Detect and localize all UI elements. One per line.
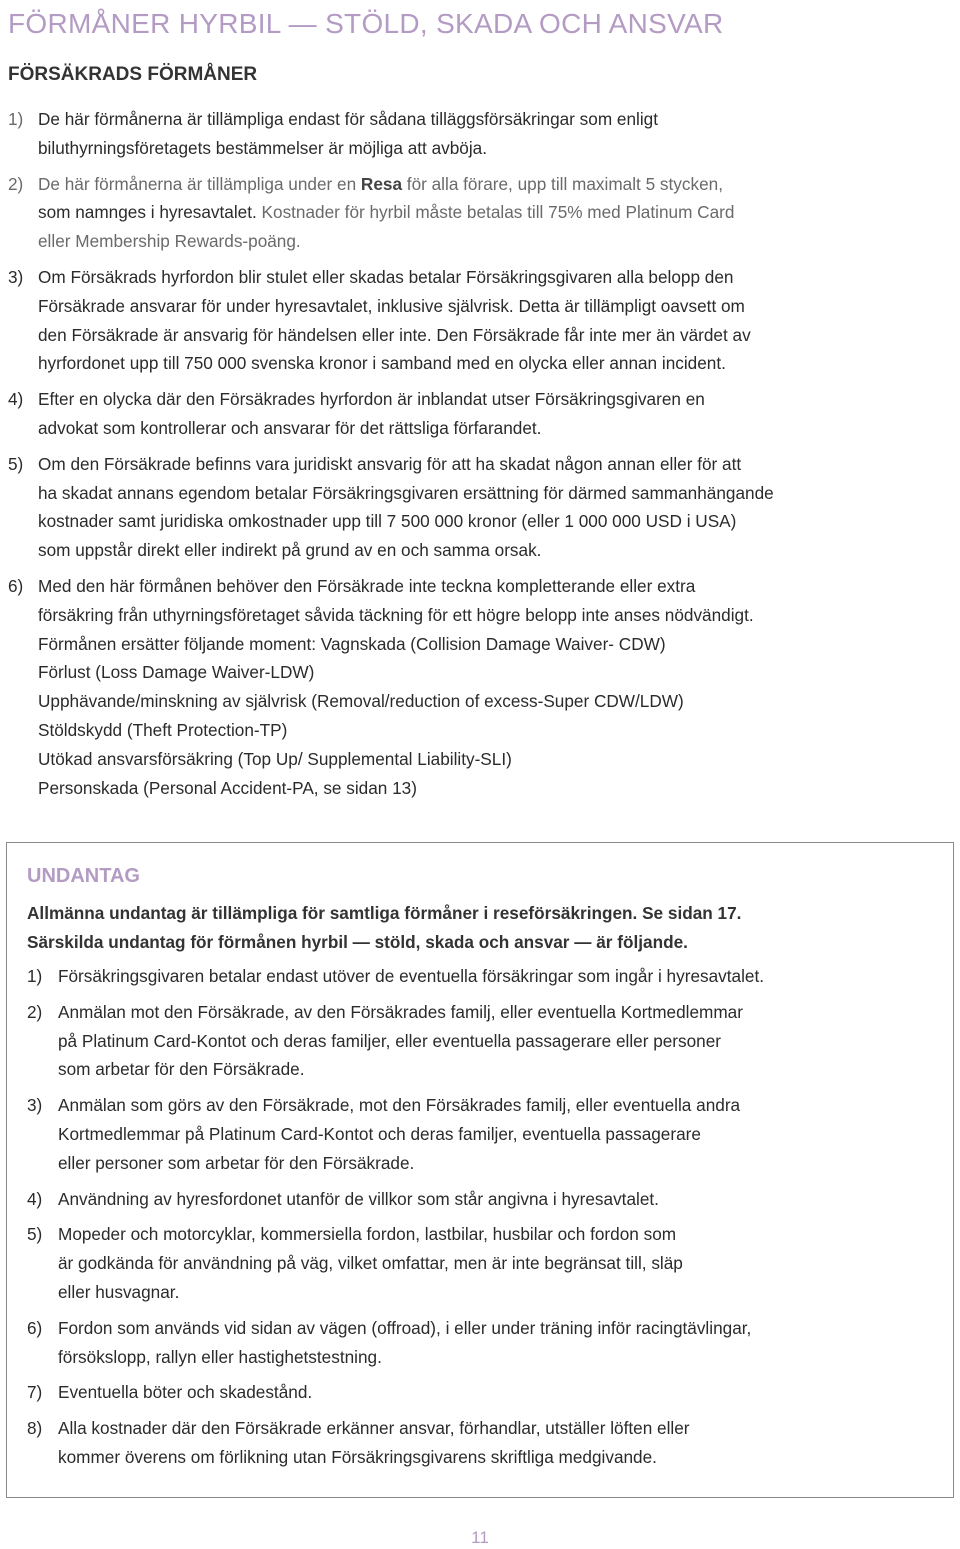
item-line: Personskada (Personal Accident-PA, se sidan 13) <box>38 777 417 798</box>
item-number: 5) <box>8 453 24 474</box>
list-item <box>8 572 948 802</box>
item-number: 1) <box>8 109 24 129</box>
list-item <box>27 1220 947 1306</box>
item-line: är godkända för användning på väg, vilket omfattar, men är inte begränsat till, släp <box>58 1253 683 1274</box>
item-line: kommer överens om förlikning utan Försäkringsgivarens skriftliga medgivande. <box>58 1446 657 1467</box>
item-line: Anmälan mot den Försäkrade, av den Försäkrades familj, eller eventuella Kortmedlemmar <box>58 1001 743 1022</box>
item-line: den Försäkrade är ansvarig för händelsen eller inte. Den Försäkrade får inte mer än värdet av <box>38 324 751 345</box>
item-number: 5) <box>27 1224 43 1245</box>
item-line: Försäkrade ansvarar för under hyresavtalet, inklusive självrisk. Detta är tillämpligt oavsett om <box>38 295 745 316</box>
item-number: 1) <box>27 966 43 986</box>
item-line: Mopeder och motorcyklar, kommersiella fordon, lastbilar, husbilar och fordon som <box>58 1224 677 1245</box>
item-number: 4) <box>8 389 24 410</box>
term-resa: Resa <box>360 173 403 194</box>
item-line: De här förmånerna är tillämpliga under en Resa för alla förare, upp till maximalt 5 stycken, <box>38 173 723 194</box>
item-line: ha skadat annans egendom betalar Försäkringsgivaren ersättning för därmed sammanhängande <box>38 482 774 503</box>
item-line: De här förmånerna är tillämpliga endast för sådana tilläggsförsäkringar som enligt <box>38 109 659 129</box>
item-line: Om Försäkrads hyrfordon blir stulet eller skadas betalar Försäkringsgivaren alla belopp den <box>38 266 734 287</box>
item-line: på Platinum Card-Kontot och deras familjer, eller eventuella passagerare eller personer <box>58 1030 722 1051</box>
item-number: 2) <box>27 1001 43 1022</box>
page-number: 11 <box>471 1528 489 1547</box>
item-number: 8) <box>27 1418 43 1439</box>
item-line: försökslopp, rallyn eller hastighetstestning. <box>58 1346 382 1367</box>
item-number: 6) <box>27 1317 43 1338</box>
item-line: som uppstår direkt eller indirekt på grund av en och samma orsak. <box>38 540 542 561</box>
intro-line: Särskilda undantag för förmånen hyrbil — stöld, skada och ansvar — är följande. <box>27 931 688 952</box>
exclusions-intro <box>27 899 741 957</box>
item-line: eller Membership Rewards-poäng. <box>38 231 301 252</box>
list-item <box>27 1185 947 1214</box>
item-line: biluthyrningsföretagets bestämmelser är möjliga att avböja. <box>38 137 488 158</box>
list-item <box>27 998 947 1084</box>
list-item <box>27 962 947 991</box>
list-item <box>8 263 948 378</box>
item-line: Försäkringsgivaren betalar endast utöver de eventuella försäkringar som ingår i hyresavtalet. <box>58 966 765 986</box>
item-line: kostnader samt juridiska omkostnader upp till 7 500 000 kronor (eller 1 000 000 USD i USA) <box>38 511 737 532</box>
item-number: 3) <box>8 266 24 287</box>
item-line: Förmånen ersätter följande moment: Vagnskada (Collision Damage Waiver- CDW) <box>38 633 666 654</box>
benefits-list <box>8 105 948 809</box>
page-title: FÖRMÅNER HYRBIL — STÖLD, SKADA OCH ANSVAR <box>8 8 724 39</box>
item-number: 4) <box>27 1188 43 1209</box>
item-line: Alla kostnader där den Försäkrade erkänner ansvar, förhandlar, utställer löften eller <box>58 1418 690 1439</box>
item-line: Stöldskydd (Theft Protection-TP) <box>38 719 288 740</box>
item-line: Upphävande/minskning av självrisk (Removal/reduction of excess-Super CDW/LDW) <box>38 691 684 712</box>
intro-line: Allmänna undantag är tillämpliga för samtliga förmåner i reseförsäkringen. Se sidan 17. <box>27 903 742 923</box>
item-line: försäkring från uthyrningsföretaget såvida täckning för ett högre belopp inte anses nödvändigt. <box>38 604 754 625</box>
list-item <box>8 105 948 163</box>
item-line: Utökad ansvarsförsäkring (Top Up/ Supplemental Liability-SLI) <box>38 748 512 769</box>
item-line: Eventuella böter och skadestånd. <box>58 1382 313 1403</box>
item-line: Anmälan som görs av den Försäkrade, mot den Försäkrades familj, eller eventuella andra <box>58 1095 741 1116</box>
item-line: Efter en olycka där den Försäkrades hyrfordon är inblandat utser Försäkringsgivaren en <box>38 389 705 410</box>
item-number: 6) <box>8 575 24 596</box>
list-item <box>27 1414 947 1472</box>
list-item <box>8 385 948 443</box>
item-line: Fordon som används vid sidan av vägen (offroad), i eller under träning inför racingtävlingar, <box>58 1317 752 1338</box>
item-number: 3) <box>27 1095 43 1116</box>
item-number: 2) <box>8 173 24 194</box>
item-line: Användning av hyresfordonet utanför de villkor som står angivna i hyresavtalet. <box>58 1188 659 1209</box>
exclusions-list <box>27 962 947 1479</box>
list-item <box>27 1378 947 1407</box>
item-line: som arbetar för den Försäkrade. <box>58 1059 305 1080</box>
item-number: 7) <box>27 1382 43 1403</box>
item-line: Kortmedlemmar på Platinum Card-Kontot och deras familjer, eventuella passagerare <box>58 1123 701 1144</box>
list-item <box>27 1091 947 1177</box>
list-item <box>27 1314 947 1372</box>
item-line: advokat som kontrollerar och ansvarar för det rättsliga förfarandet. <box>38 417 542 438</box>
list-item <box>8 450 948 565</box>
item-line: Förlust (Loss Damage Waiver-LDW) <box>38 662 315 683</box>
list-item <box>8 170 948 256</box>
item-line: hyrfordonet upp till 750 000 svenska kronor i samband med en olycka eller annan incident. <box>38 353 726 374</box>
item-line: som namnges i hyresavtalet. Kostnader för hyrbil måste betalas till 75% med Platinum Card <box>38 202 735 223</box>
item-line: eller husvagnar. <box>58 1281 180 1302</box>
section-heading-benefits: FÖRSÄKRADS FÖRMÅNER <box>8 64 258 85</box>
exclusions-box <box>6 842 954 1498</box>
item-line: eller personer som arbetar för den Försäkrade. <box>58 1152 415 1173</box>
exclusions-heading: UNDANTAG <box>27 865 140 887</box>
item-line: Om den Försäkrade befinns vara juridiskt ansvarig för att ha skadat någon annan eller för att <box>38 453 742 474</box>
item-line: Med den här förmånen behöver den Försäkrade inte teckna kompletterande eller extra <box>38 575 696 596</box>
